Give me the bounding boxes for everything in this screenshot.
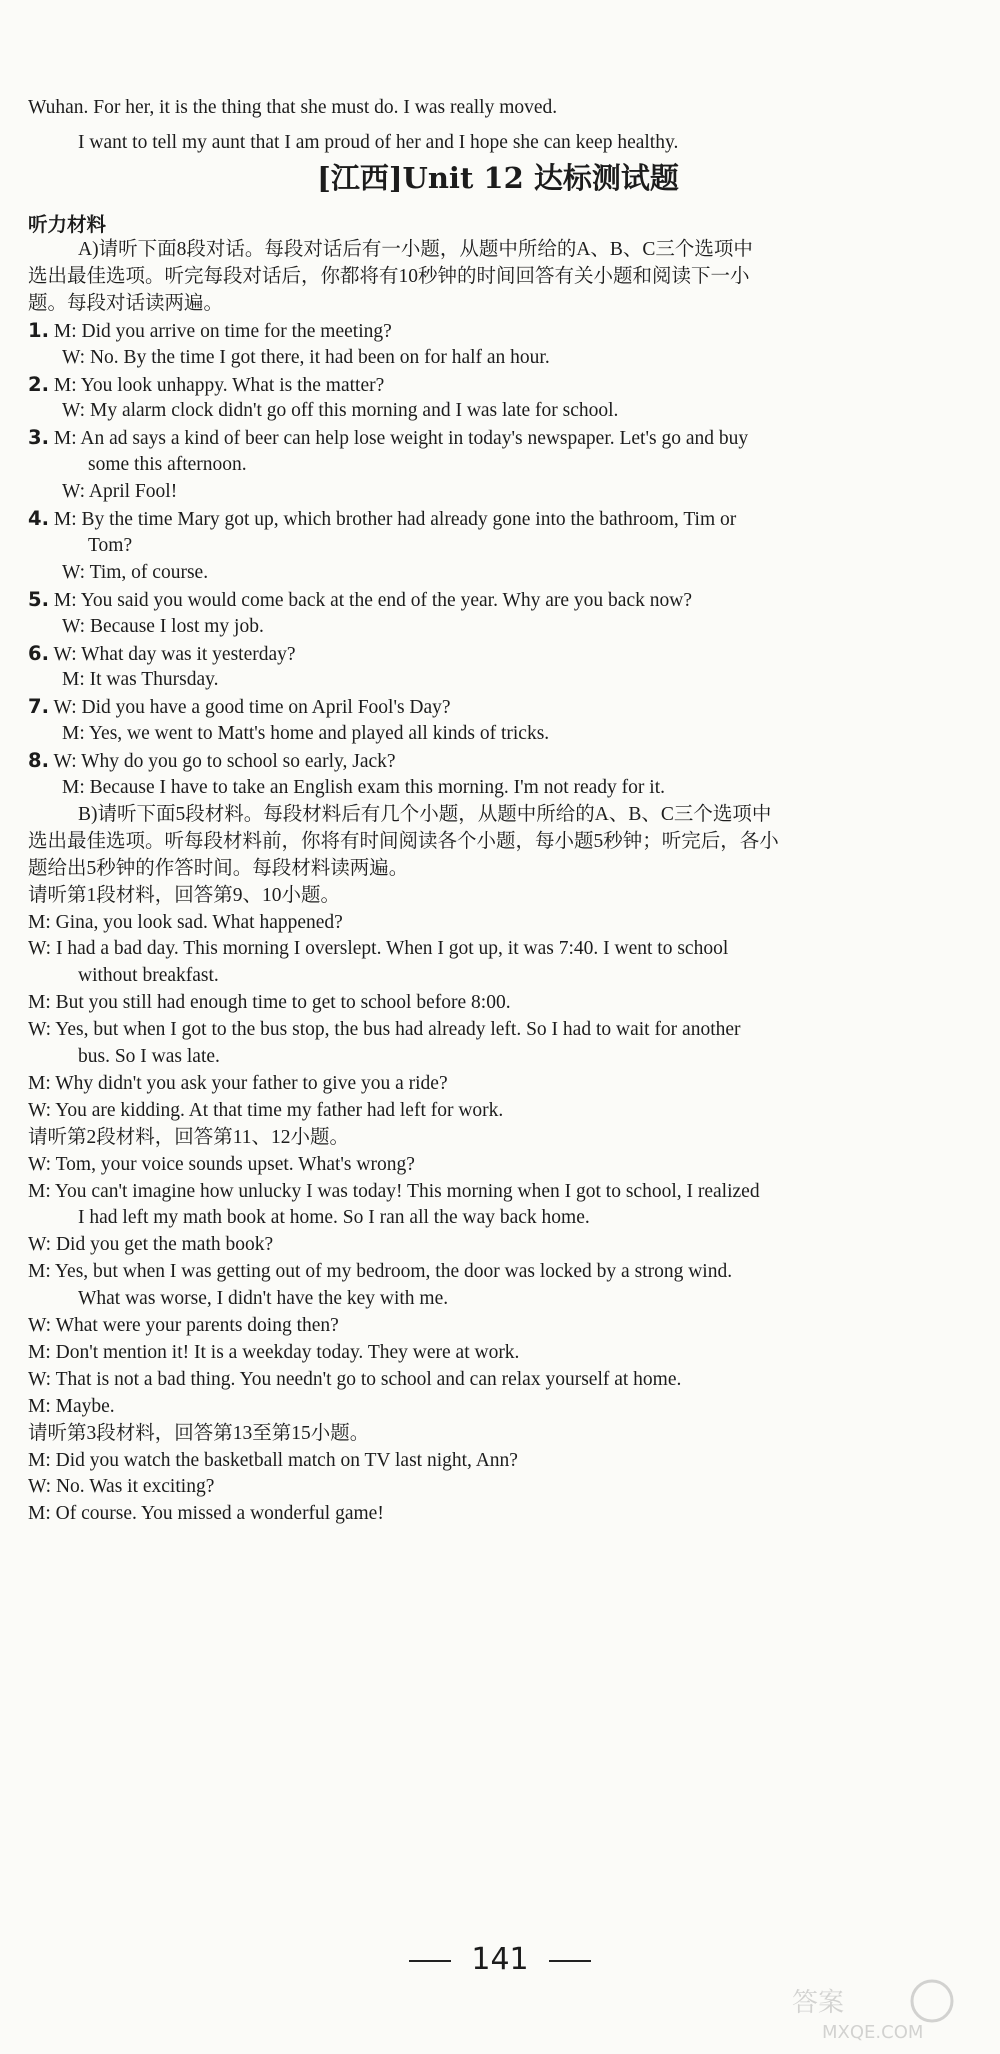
text-line [28, 883, 340, 909]
item-number: 1. [28, 318, 49, 342]
line-text: M: Why didn't you ask your father to give you a ride? [28, 1072, 448, 1094]
text-line [28, 1232, 273, 1258]
text-line [28, 1017, 741, 1043]
text-line [28, 990, 511, 1016]
line-text: M: It was Thursday. [62, 669, 219, 691]
line-text: M: Yes, we went to Matt's home and played all kinds of tricks. [62, 723, 550, 745]
text-line [28, 291, 223, 317]
line-text: W: No. By the time I got there, it had been on for half an hour. [62, 346, 550, 368]
text-line [28, 506, 736, 533]
item-number: 5. [28, 587, 49, 611]
dash-left [409, 1960, 451, 1962]
line-text: M: Maybe. [28, 1395, 115, 1417]
text-line [28, 1421, 369, 1447]
text-line [78, 802, 771, 828]
line-text: M: Gina, you look sad. What happened? [28, 911, 343, 933]
text-line [28, 1071, 448, 1097]
text-line [28, 1394, 115, 1420]
text-line [28, 1313, 339, 1339]
line-text: A)请听下面8段对话。每段对话后有一小题，从题中所给的A、B、C三个选项中 [78, 239, 753, 260]
line-text: M: Don't mention it! It is a weekday today. They were at work. [28, 1341, 520, 1363]
line-text: M: You look unhappy. What is the matter? [48, 374, 385, 396]
text-line [28, 1448, 518, 1474]
page-number [0, 1942, 1000, 1977]
text-line: Wuhan. For her, it is the thing that she must do. I was really moved. [28, 97, 558, 118]
line-text: W: Why do you go to school so early, Jack? [48, 751, 396, 773]
line-text: M: You can't imagine how unlucky I was today! This morning when I got to school, I realized [28, 1180, 760, 1202]
item-number: 8. [28, 749, 49, 773]
text-line [78, 1286, 448, 1312]
text-line [88, 533, 132, 559]
text-line: I want to tell my aunt that I am proud of her and I hope she can keep healthy. [78, 132, 679, 153]
line-text: 选出最佳选项。听完每段对话后，你都将有10秒钟的时间回答有关小题和阅读下一小 [28, 265, 750, 287]
text-line [28, 1340, 519, 1366]
line-text: W: April Fool! [62, 481, 178, 503]
text-line [78, 1205, 590, 1231]
line-text: What was worse, I didn't have the key with me. [78, 1288, 449, 1310]
line-text: W: My alarm clock didn't go off this morning and I was late for school. [62, 400, 619, 422]
line-text: W: Because I lost my job. [62, 615, 264, 637]
section-label: 听力材料 [28, 213, 107, 236]
text-line [28, 318, 392, 345]
text-line [28, 372, 384, 399]
watermark-logo [782, 1976, 982, 2046]
line-text: W: What were your parents doing then? [28, 1315, 339, 1336]
text-line [28, 264, 750, 290]
text-line [62, 345, 550, 371]
item-number: 6. [28, 641, 49, 665]
unit-title: [江西]Unit 12 达标测试题 [317, 161, 679, 195]
line-text: W: That is not a bad thing. You needn't go to school and can relax yourself at home. [28, 1368, 682, 1390]
line-text: M: Because I have to take an English exam this morning. I'm not ready for it. [62, 777, 665, 798]
line-text: M: But you still had enough time to get to school before 8:00. [28, 992, 511, 1014]
item-number: 2. [28, 372, 49, 396]
text-line [28, 1179, 760, 1205]
line-text: W: I had a bad day. This morning I overslept. When I got up, it was 7:40. I went to school [28, 938, 729, 960]
text-line [62, 614, 264, 640]
text-line [28, 936, 728, 962]
text-line [62, 667, 219, 693]
line-text: 请听第2段材料，回答第11、12小题。 [28, 1126, 350, 1148]
text-line [62, 775, 665, 801]
page-number-text: 141 [471, 1942, 529, 1977]
text-line [62, 479, 177, 505]
line-text: 题。每段对话读两遍。 [28, 292, 224, 314]
line-text: W: Did you have a good time on April Fool's Day? [48, 697, 451, 719]
line-text: B)请听下面5段材料。每段材料后有几个小题，从题中所给的A、B、C三个选项中 [78, 803, 772, 825]
line-text: bus. So I was late. [78, 1046, 220, 1067]
line-text: M: Of course. You missed a wonderful game! [28, 1503, 384, 1525]
text-line [28, 425, 748, 452]
text-line [28, 856, 408, 882]
line-text: M: Yes, but when I was getting out of my bedroom, the door was locked by a strong wind. [28, 1261, 733, 1283]
line-text: W: Yes, but when I got to the bus stop, the bus had already left. So I had to wait for another [28, 1019, 741, 1041]
line-text: 请听第1段材料，回答第9、10小题。 [28, 884, 341, 906]
text-line [28, 1259, 732, 1285]
line-text: M: Did you watch the basketball match on TV last night, Ann? [28, 1449, 518, 1471]
text-line [28, 1098, 503, 1124]
line-text: Tom? [88, 534, 133, 556]
line-text: 请听第3段材料，回答第13至第15小题。 [28, 1422, 370, 1444]
text-line [28, 1501, 384, 1527]
text-line [62, 560, 208, 586]
item-number: 4. [28, 507, 49, 530]
line-text: M: By the time Mary got up, which brother had already gone into the bathroom, Tim or [48, 509, 737, 530]
line-text: 题给出5秒钟的作答时间。每段材料读两遍。 [28, 857, 409, 879]
line-text: W: Did you get the math book? [28, 1234, 274, 1256]
svg-text:MXQE.COM: MXQE.COM [822, 2022, 924, 2043]
text-line [88, 452, 247, 478]
line-text: M: An ad says a kind of beer can help lose weight in today's newspaper. Let's go and buy [48, 428, 749, 450]
text-line [62, 398, 618, 424]
text-line [28, 1152, 415, 1178]
text-line [78, 963, 219, 989]
line-text: without breakfast. [78, 965, 219, 987]
text-line [28, 748, 396, 775]
text-line [62, 721, 549, 747]
text-line [28, 694, 451, 721]
text-line [28, 829, 779, 855]
text-line [28, 1474, 214, 1500]
item-number: 3. [28, 426, 49, 450]
line-text: M: Did you arrive on time for the meeting? [48, 320, 392, 342]
text-line [78, 1044, 220, 1070]
text-line [28, 1367, 681, 1393]
text-line [28, 1125, 349, 1151]
line-text: some this afternoon. [88, 454, 247, 476]
line-text: W: Tom, your voice sounds upset. What's wrong? [28, 1153, 415, 1175]
line-text: I had left my math book at home. So I ran all the way back home. [78, 1207, 590, 1229]
line-text: W: Tim, of course. [62, 561, 209, 583]
text-line [28, 587, 692, 614]
dash-right [549, 1960, 591, 1962]
item-number: 7. [28, 695, 49, 719]
line-text: W: What day was it yesterday? [48, 643, 296, 665]
line-text: W: No. Was it exciting? [28, 1476, 215, 1498]
text-line [28, 910, 343, 936]
line-text: 选出最佳选项。听每段材料前，你将有时间阅读各个小题，每小题5秒钟；听完后，各小 [28, 830, 779, 852]
text-line [78, 237, 753, 263]
text-line [28, 641, 296, 668]
line-text: M: You said you would come back at the end of the year. Why are you back now? [48, 589, 692, 611]
svg-text:答案: 答案 [792, 1988, 845, 2018]
line-text: W: You are kidding. At that time my father had left for work. [28, 1099, 504, 1121]
